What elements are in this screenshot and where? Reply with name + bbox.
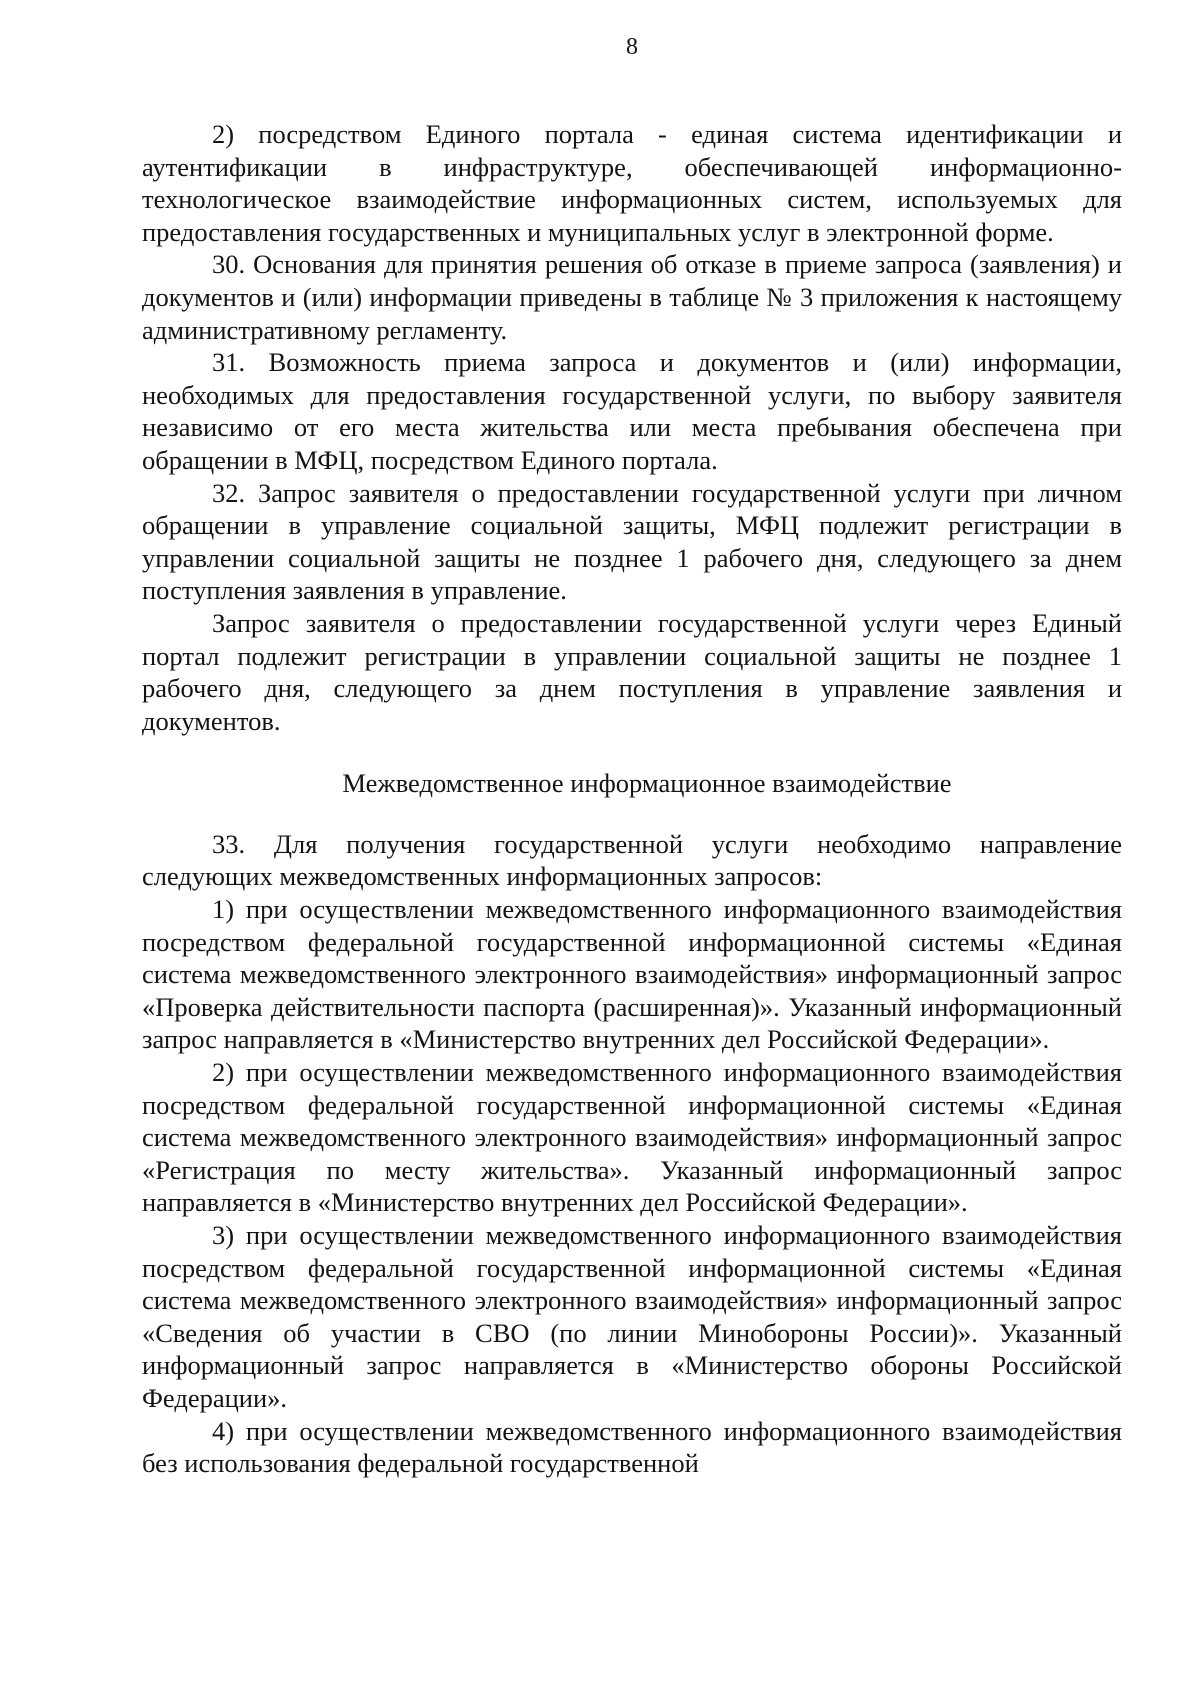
paragraph-item-2-portal: 2) посредством Единого портала - единая система идентификации и аутентификации в инфраструктуре, обеспечивающей информационно-технологическое взаимодействие информационных систем, используемых для предоставления государственных и муниципальных услуг в электронной форме.: [142, 119, 1122, 247]
paragraph-33-item-4: 4) при осуществлении межведомственного информационного взаимодействия без использования федеральной государственной: [142, 1415, 1122, 1479]
paragraph-32-continued: Запрос заявителя о предоставлении государственной услуги через Единый портал подлежит регистрации в управлении социальной защиты не позднее 1 рабочего дня, следующего за днем поступления в управление заявления и документов.: [142, 607, 1122, 736]
paragraph-33-item-1: 1) при осуществлении межведомственного информационного взаимодействия посредством федеральной государственной информационной системы «Единая система межведомственного электронного взаимодействия» информационный запрос «Проверка действительности паспорта (расширенная)». Указанный информационный запрос направляется в «Министерство внутренних дел Российской Федерации».: [142, 894, 1122, 1055]
paragraph-33-item-3: 3) при осуществлении межведомственного информационного взаимодействия посредством федеральной государственной информационной системы «Единая система межведомственного электронного взаимодействия» информационный запрос «Сведения об участии в СВО (по линии Минобороны России)». Указанный информационный запрос направляется в «Министерство обороны Российской Федерации».: [142, 1220, 1122, 1413]
page-number: 8: [626, 34, 638, 60]
document-body: [142, 118, 1122, 1480]
paragraph-33: 33. Для получения государственной услуги необходимо направление следующих межведомственных информационных запросов:: [142, 828, 1122, 892]
paragraph-30: 30. Основания для принятия решения об отказе в приеме запроса (заявления) и документов и (или) информации приведены в таблице № 3 приложения к настоящему административному регламенту.: [142, 249, 1122, 345]
paragraph-31: 31. Возможность приема запроса и документов и (или) информации, необходимых для предоставления государственной услуги, по выбору заявителя независимо от его места жительства или места пребывания обеспечена при обращении в МФЦ, посредством Единого портала.: [142, 347, 1122, 475]
paragraph-32: 32. Запрос заявителя о предоставлении государственной услуги при личном обращении в управление социальной защиты, МФЦ подлежит регистрации в управлении социальной защиты не позднее 1 рабочего дня, следующего за днем поступления заявления в управление.: [142, 477, 1122, 606]
section-heading: Межведомственное информационное взаимодействие: [342, 768, 952, 799]
paragraph-33-item-2: 2) при осуществлении межведомственного информационного взаимодействия посредством федеральной государственной информационной системы «Единая система межведомственного электронного взаимодействия» информационный запрос «Регистрация по месту жительства». Указанный информационный запрос направляется в «Министерство внутренних дел Российской Федерации».: [142, 1057, 1122, 1218]
